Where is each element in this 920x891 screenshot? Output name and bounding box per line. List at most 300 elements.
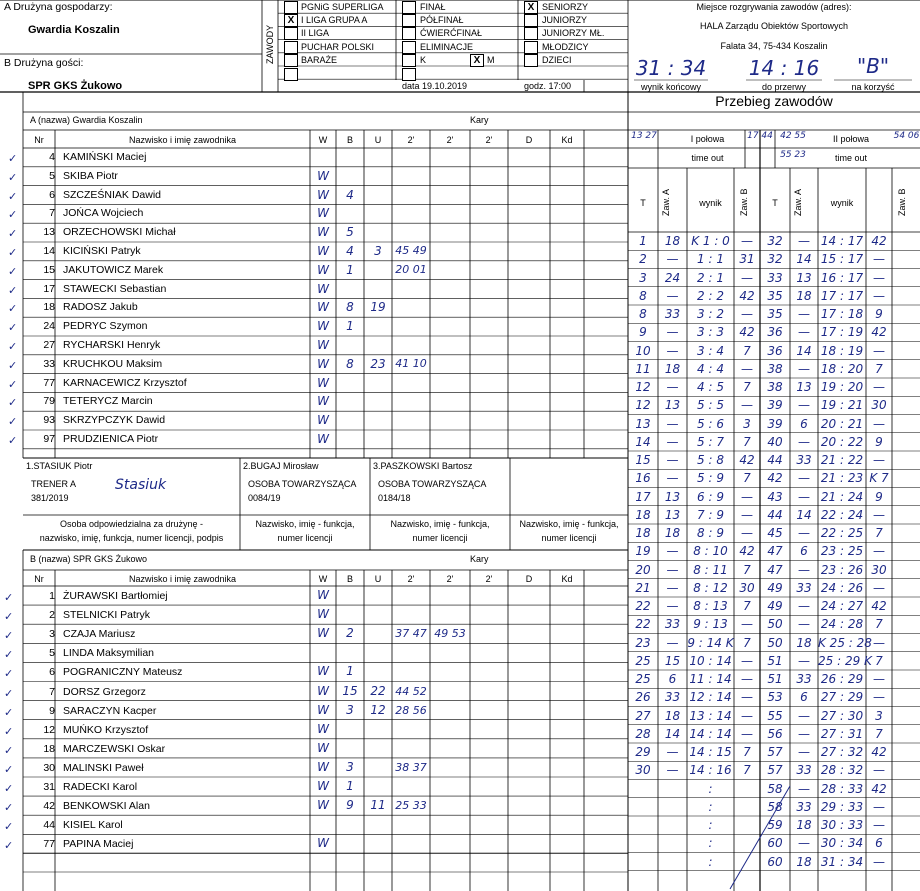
- col-t: T: [772, 198, 778, 208]
- competition-checkbox: [284, 1, 298, 14]
- player-present-mark: W: [317, 413, 329, 428]
- competition-label: PUCHAR POLSKI: [301, 41, 375, 52]
- player-suspension: 49 53: [434, 627, 466, 641]
- event-scorer-a: 6: [800, 416, 808, 431]
- official-function: OSOBA TOWARZYSZĄCA: [248, 479, 357, 489]
- final-score-label: wynik końcowy: [640, 82, 702, 92]
- player-present-mark: W: [317, 300, 329, 315]
- player-suspension: 28 56: [395, 703, 427, 717]
- player-name: STAWECKI Sebastian: [63, 282, 167, 295]
- event-score: 22 : 24: [820, 507, 864, 522]
- player-number: 14: [43, 245, 55, 257]
- advantage-label: na korzyść: [851, 82, 895, 92]
- event-scorer-b: 30: [739, 580, 755, 595]
- timeout-label: time out: [691, 153, 724, 163]
- checkmark-icon: ✓: [8, 434, 18, 447]
- event-time: 16: [635, 471, 651, 486]
- event-time: 57: [767, 763, 783, 778]
- player-name: RYCHARSKI Henryk: [63, 339, 161, 351]
- event-scorer-b: 7: [875, 653, 883, 668]
- player-name: JAKUTOWICZ Marek: [63, 263, 164, 276]
- event-score: 18 : 20: [820, 361, 864, 376]
- player-number: 33: [43, 357, 55, 370]
- event-score: :: [708, 799, 713, 814]
- player-present-mark: W: [317, 262, 329, 277]
- category-checkbox: [402, 27, 416, 40]
- player-present-mark: W: [317, 168, 329, 183]
- event-scorer-a: —: [798, 617, 810, 632]
- event-score: 3 : 4: [697, 343, 724, 358]
- player-number: 12: [43, 723, 55, 736]
- event-scorer-a: —: [666, 434, 679, 449]
- player-goals: 15: [342, 683, 358, 698]
- final-score: 31 : 34: [635, 56, 707, 80]
- event-score: 23 : 26: [820, 562, 864, 577]
- player-number: 7: [49, 685, 55, 698]
- event-scorer-b: —: [873, 544, 885, 559]
- event-score: 10 : 14: [689, 653, 732, 668]
- gender-m-label: M: [487, 55, 495, 65]
- event-score: 19 : 21: [820, 398, 864, 413]
- event-time: 42: [767, 471, 783, 486]
- event-score: 17 : 18: [820, 307, 864, 321]
- event-scorer-b: 7: [743, 745, 751, 759]
- event-time: 8: [639, 307, 647, 321]
- col-zaw-b: Zaw. B: [897, 188, 907, 216]
- event-score: 11 : 14: [689, 672, 732, 686]
- event-scorer-a: 18: [796, 854, 812, 869]
- event-scorer-b: —: [873, 818, 885, 832]
- player-suspension: 44 52: [395, 684, 427, 698]
- event-scorer-a: —: [666, 599, 679, 613]
- team-b-column-header: Nazwisko i imię zawodnika: [128, 574, 237, 584]
- player-goals: 4: [346, 244, 354, 258]
- event-scorer-a: —: [798, 361, 810, 376]
- player-number: 2: [49, 609, 55, 622]
- checkmark-icon: ✓: [4, 782, 14, 795]
- competition-label: PGNiG SUPERLIGA: [301, 2, 384, 12]
- event-time: 23: [635, 635, 651, 650]
- official-function: OSOBA TOWARZYSZĄCA: [378, 479, 487, 489]
- competition-checkbox: [284, 54, 298, 67]
- checkmark-icon: ✓: [4, 724, 14, 738]
- official-license: 381/2019: [31, 493, 69, 503]
- event-time: 8: [639, 288, 647, 303]
- event-scorer-a: —: [798, 653, 810, 668]
- checkmark-icon: ✓: [4, 705, 14, 719]
- event-score: 5 : 5: [697, 398, 724, 413]
- player-goals: 4: [346, 187, 354, 202]
- phase-label: FINAŁ: [420, 2, 446, 12]
- event-score: 21 : 24: [820, 489, 864, 504]
- event-time: 44: [767, 453, 783, 467]
- player-name: POGRANICZNY Mateusz: [63, 666, 183, 679]
- event-scorer-a: 33: [796, 799, 812, 814]
- event-scorer-b: —: [873, 453, 885, 467]
- checkmark-icon: ✓: [4, 648, 14, 662]
- player-goals: 9: [346, 798, 354, 813]
- player-number: 24: [43, 320, 55, 333]
- event-time: 3: [639, 270, 647, 285]
- player-number: 31: [43, 781, 55, 793]
- event-scorer-b: 6: [875, 836, 883, 851]
- player-number: 3: [49, 628, 55, 641]
- col-t: T: [640, 198, 646, 208]
- event-score: 31 : 34: [820, 854, 864, 869]
- event-time: 2: [639, 252, 647, 267]
- event-scorer-a: 33: [796, 453, 812, 467]
- col-wynik: wynik: [699, 198, 722, 208]
- event-time: 39: [767, 398, 783, 413]
- event-scorer-a: 33: [664, 690, 681, 705]
- event-time: 32: [767, 234, 783, 248]
- event-score: 22 : 25: [820, 526, 864, 540]
- player-goals: 2: [346, 626, 354, 641]
- event-time: 9: [639, 325, 647, 340]
- player-present-mark: W: [317, 281, 329, 296]
- player-goals: 5: [346, 225, 354, 240]
- checkmark-icon: ✓: [8, 302, 18, 316]
- category-label: DZIECI: [542, 54, 572, 65]
- event-scorer-a: 14: [796, 507, 812, 522]
- event-scorer-a: —: [666, 471, 679, 486]
- event-scorer-b: —: [741, 489, 753, 504]
- event-score: 1 : 1: [697, 252, 724, 267]
- event-scorer-a: —: [798, 526, 810, 540]
- player-name: SARACZYN Kacper: [63, 704, 157, 717]
- event-scorer-a: 33: [796, 672, 812, 686]
- event-time: 55: [767, 708, 783, 723]
- event-time: 22: [635, 617, 651, 632]
- event-time: 33: [767, 270, 783, 285]
- player-goals: 1: [346, 262, 354, 277]
- checkmark-icon: ✓: [4, 743, 14, 757]
- category-checkbox: [402, 14, 416, 27]
- player-number: 7: [49, 207, 55, 220]
- event-scorer-b: —: [873, 580, 885, 595]
- event-scorer-b: 42: [739, 544, 755, 559]
- team-b-column-header: B: [346, 574, 353, 584]
- player-name: JOŃCA Wojciech: [63, 207, 144, 220]
- official-field-label: numer licencji: [541, 533, 597, 543]
- event-scorer-a: —: [798, 398, 810, 413]
- player-suspension: 38 37: [395, 760, 427, 774]
- event-score: 5 : 7: [697, 434, 724, 449]
- player-name: PAPINA Maciej: [63, 838, 134, 851]
- event-time: 15: [635, 453, 651, 467]
- player-name: MALINSKI Paweł: [63, 761, 144, 774]
- official-license: 0084/19: [248, 493, 281, 503]
- event-scorer-a: 33: [664, 307, 681, 321]
- event-scorer-b: 7: [743, 434, 751, 449]
- player-name: KICIŃSKI Patryk: [63, 245, 141, 257]
- event-score: 14 : 17: [820, 234, 864, 248]
- event-time: 36: [767, 325, 783, 340]
- event-scorer-a: —: [798, 562, 810, 577]
- event-scorer-b: —: [873, 252, 885, 267]
- event-time: 14: [635, 434, 651, 449]
- event-scorer-b: —: [741, 270, 753, 285]
- event-score: 24 : 28: [820, 617, 864, 632]
- event-scorer-b: 31: [739, 252, 755, 267]
- event-scorer-b: —: [741, 234, 753, 248]
- event-scorer-b: 7: [743, 562, 751, 577]
- player-number: 77: [43, 838, 55, 851]
- checkmark-icon: ✓: [4, 591, 14, 604]
- player-name: MARCZEWSKI Oskar: [63, 742, 166, 755]
- category-label: SENIORZY: [542, 2, 589, 12]
- event-scorer-a: 18: [664, 526, 681, 540]
- event-score: 2 : 1: [697, 270, 724, 285]
- event-score: :: [708, 836, 713, 851]
- official-license: 0184/18: [378, 493, 411, 503]
- venue-label: Miejsce rozgrywania zawodów (adres):: [696, 2, 852, 12]
- event-scorer-b: 9: [875, 434, 883, 449]
- event-scorer-b: —: [741, 690, 753, 705]
- event-scorer-b: 3: [743, 416, 751, 431]
- event-time: 51: [767, 653, 783, 668]
- player-suspension: 41 10: [395, 356, 427, 370]
- player-name: DORSZ Grzegorz: [63, 685, 146, 698]
- team-b-column-header: 2': [485, 574, 493, 584]
- event-time: 47: [767, 562, 783, 577]
- category-checkbox: [524, 54, 538, 67]
- timeout-b-first-half: 17 44: [747, 131, 773, 141]
- event-scorer-a: 33: [664, 617, 681, 632]
- gender-k-label: K: [420, 55, 427, 65]
- team-a-column-header: U: [374, 135, 382, 145]
- event-time: 27: [635, 708, 651, 723]
- team-a-column-header: 2': [446, 135, 454, 145]
- event-scorer-b: 42: [871, 234, 887, 248]
- event-time: 19: [635, 544, 651, 559]
- player-name: MUŃKO Krzysztof: [63, 723, 149, 736]
- event-scorer-a: —: [666, 635, 679, 650]
- event-scorer-a: 13: [796, 380, 812, 394]
- event-time: 25: [635, 653, 651, 668]
- event-score: 8 : 13: [693, 599, 728, 613]
- event-score: 26 : 29: [820, 672, 864, 686]
- event-scorer-b: —: [873, 343, 885, 358]
- event-score: 30 : 33: [820, 818, 864, 832]
- event-score: 14 : 16: [689, 763, 732, 778]
- team-b-penalties-label: Kary: [470, 554, 489, 564]
- event-scorer-a: —: [666, 252, 679, 267]
- player-number: 44: [43, 819, 55, 832]
- category-checkbox: [402, 41, 416, 54]
- event-time: 43: [767, 489, 783, 504]
- event-score: 5 : 6: [697, 416, 724, 431]
- official-name: 3.PASZKOWSKI Bartosz: [373, 461, 473, 471]
- player-goals: 1: [346, 779, 354, 793]
- event-score: 27 : 32: [820, 745, 864, 759]
- player-number: 6: [49, 666, 55, 679]
- player-name: SZCZEŚNIAK Dawid: [63, 188, 162, 201]
- player-name: SKRZYPCZYK Dawid: [63, 414, 166, 427]
- event-scorer-a: 13: [664, 489, 681, 504]
- player-present-mark: W: [317, 683, 329, 698]
- responsible-label: nazwisko, imię, funkcja, numer licencji, podpis: [39, 533, 224, 543]
- event-time: 17: [635, 489, 651, 504]
- event-time: 50: [767, 635, 783, 650]
- event-scorer-b: 42: [739, 288, 755, 303]
- event-scorer-a: 18: [796, 635, 812, 650]
- player-present-mark: W: [317, 836, 329, 851]
- event-time: 28: [635, 726, 651, 741]
- event-score: 8 : 9: [697, 526, 724, 540]
- event-score: 16 : 17: [820, 270, 864, 285]
- event-scorer-a: —: [798, 708, 810, 723]
- player-number: 18: [43, 301, 55, 314]
- player-name: RADECKI Karol: [63, 781, 138, 793]
- event-scorer-b: —: [741, 617, 753, 632]
- player-number: 4: [49, 151, 55, 163]
- responsible-signature: Stasiuk: [115, 477, 167, 493]
- event-score: 4 : 5: [697, 380, 724, 394]
- checkmark-icon: ✓: [4, 629, 14, 643]
- player-present-mark: W: [317, 664, 329, 679]
- event-score: 21 : 23: [820, 471, 864, 486]
- event-time: 44: [767, 507, 783, 522]
- checkmark-icon: ✓: [4, 762, 14, 776]
- event-scorer-b: —: [741, 672, 753, 686]
- player-number: 13: [43, 226, 55, 239]
- event-scorer-a: 33: [796, 763, 812, 778]
- player-present-mark: W: [317, 338, 329, 352]
- advantage-team: "B": [856, 54, 890, 78]
- event-scorer-a: —: [666, 453, 679, 467]
- competition-label: II LIGA: [301, 28, 330, 39]
- event-scorer-b: 42: [871, 325, 887, 340]
- event-score: 30 : 34: [820, 836, 864, 851]
- event-score: :: [708, 854, 713, 869]
- event-scorer-a: —: [666, 325, 679, 340]
- event-score: 14 : 14: [689, 726, 732, 741]
- event-scorer-b: —: [741, 526, 753, 540]
- category-checkbox: [402, 1, 416, 14]
- event-scorer-a: 6: [800, 544, 808, 559]
- event-time: 10: [635, 343, 651, 358]
- phase-label: PÓŁFINAŁ: [420, 15, 464, 26]
- player-number: 17: [43, 282, 55, 295]
- event-scorer-b: —: [873, 672, 885, 686]
- checkmark-icon: ✓: [8, 415, 18, 429]
- event-score: 20 : 21: [820, 416, 864, 431]
- half-score: 14 : 16: [748, 56, 820, 80]
- event-scorer-b: —: [873, 763, 885, 778]
- player-present-mark: W: [317, 244, 329, 258]
- event-score: 8 : 11: [693, 562, 728, 577]
- home-team-name: Gwardia Koszalin: [28, 24, 120, 36]
- category-label: JUNIORZY MŁ.: [542, 28, 605, 39]
- player-suspension: 37 47: [395, 627, 427, 641]
- event-scorer-b: —: [873, 380, 885, 394]
- team-b-title: B (nazwa) SPR GKS Żukowo: [30, 554, 148, 564]
- first-half-label: I połowa: [690, 134, 725, 144]
- team-a-column-header: 2': [407, 135, 415, 145]
- player-name: PEDRYC Szymon: [63, 320, 148, 333]
- venue-name: HALA Zarządu Obiektów Sportowych: [699, 21, 849, 31]
- event-time: 32: [767, 252, 783, 267]
- event-scorer-b: —: [741, 507, 753, 522]
- event-time: 40: [767, 434, 783, 449]
- competition-checkbox: [284, 27, 298, 40]
- team-a-column-header: 2': [485, 135, 493, 145]
- event-time: 49: [767, 599, 783, 613]
- event-scorer-b: —: [741, 307, 753, 321]
- player-present-mark: W: [317, 721, 329, 736]
- event-score: 5 : 9: [697, 471, 724, 486]
- event-score: 29 : 33: [820, 799, 864, 814]
- event-score: 27 : 29: [820, 690, 864, 705]
- checkmark-icon: ✓: [4, 686, 14, 700]
- event-time: 35: [767, 307, 783, 321]
- team-a-column-header: B: [346, 135, 353, 145]
- event-score: 8 : 10: [693, 544, 728, 559]
- event-score: 25 : 29 K: [818, 653, 872, 668]
- event-scorer-a: 6: [668, 672, 677, 686]
- event-scorer-a: —: [666, 380, 679, 394]
- event-time: 45: [767, 526, 783, 540]
- player-present-mark: W: [317, 702, 329, 717]
- event-scorer-a: 14: [796, 252, 812, 267]
- player-number: 1: [49, 590, 55, 602]
- event-scorer-b: —: [741, 708, 753, 723]
- guest-team-label: B Drużyna gości:: [4, 57, 84, 69]
- event-scorer-a: —: [666, 580, 679, 595]
- event-score: 4 : 4: [697, 361, 724, 376]
- event-scorer-a: —: [798, 234, 810, 248]
- official-name: 2.BUGAJ Mirosław: [243, 461, 319, 471]
- checkmark-icon: ✓: [8, 358, 18, 372]
- event-scorer-a: 14: [664, 726, 681, 741]
- event-score: 2 : 2: [697, 288, 724, 303]
- checkmark-icon: ✓: [4, 801, 14, 815]
- event-score: 13 : 14: [689, 708, 732, 723]
- player-suspension: 45 49: [395, 244, 427, 257]
- player-warning: 12: [370, 702, 386, 717]
- gender-k-checkbox: [402, 54, 416, 67]
- player-number: 30: [43, 761, 55, 774]
- checkmark-icon: ✓: [8, 264, 18, 278]
- competition-label: BARAŻE: [301, 54, 338, 65]
- event-time: 58: [767, 799, 783, 814]
- event-scorer-b: 3: [875, 708, 883, 723]
- timeout-label: time out: [834, 153, 867, 163]
- event-score: 20 : 22: [820, 434, 864, 449]
- event-scorer-b: 7: [743, 471, 751, 486]
- player-goals: 8: [346, 300, 354, 315]
- event-scorer-b: 9: [875, 489, 883, 504]
- event-scorer-b: 42: [739, 453, 755, 467]
- player-goals: 1: [346, 664, 354, 679]
- player-suspension: 25 33: [395, 799, 427, 813]
- event-score: 27 : 31: [820, 726, 864, 741]
- player-present-mark: W: [317, 626, 329, 641]
- player-name: KARNACEWICZ Krzysztof: [63, 376, 187, 389]
- event-scorer-a: 33: [796, 580, 812, 595]
- event-scorer-b: 42: [871, 781, 887, 796]
- team-a-penalties-label: Kary: [470, 115, 489, 125]
- checkmark-icon: ✓: [8, 246, 18, 259]
- team-a-column-header: Nr: [34, 135, 44, 145]
- event-scorer-a: —: [798, 836, 810, 851]
- official-field-label: Nazwisko, imię - funkcja,: [519, 519, 619, 529]
- team-a-column-header: Kd: [561, 135, 573, 145]
- team-b-column-header: D: [525, 574, 533, 584]
- event-time: 60: [767, 836, 783, 851]
- player-name: STELNICKI Patryk: [63, 609, 150, 622]
